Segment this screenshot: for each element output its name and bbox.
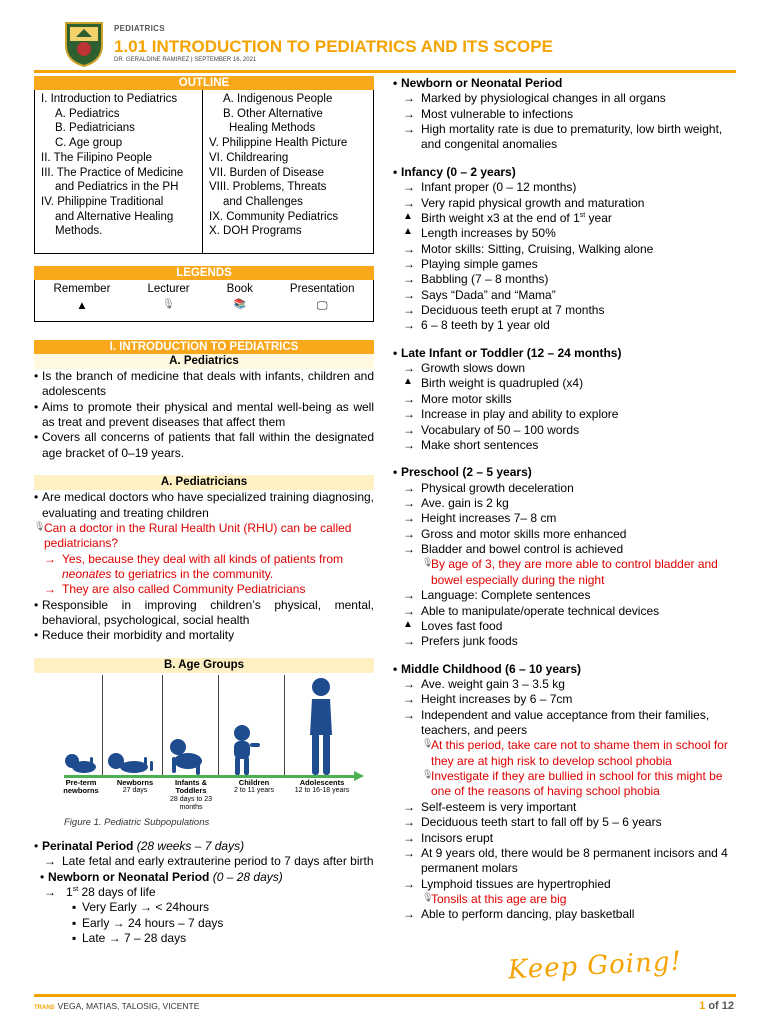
sub-item: ▪ Late → 7 – 28 days — [34, 931, 374, 946]
subsection-heading: B. Age Groups — [34, 658, 374, 673]
lecturer-note: 🎙 Can a doctor in the Rural Health Unit (RHU) can be called pediatricians? — [34, 521, 374, 552]
legend-presentation — [290, 282, 355, 321]
infant-silhouette — [166, 739, 206, 775]
outline-item: and Pediatrics in the PH — [55, 181, 179, 194]
outline-item: X. DOH Programs — [209, 225, 302, 238]
arrow-item: → Late fetal and early extrauterine period to 7 days after birth — [34, 854, 374, 869]
list-item: • Is the branch of medicine that deals with infants, children and adolescents — [34, 369, 374, 400]
legend-label: Lecturer — [147, 283, 190, 295]
footer-rule — [34, 994, 736, 997]
outline-item: V. Philippine Health Picture — [209, 137, 348, 150]
outline-item: and Alternative Healing — [55, 210, 174, 223]
arrow-item: → 6 – 8 teeth by 1 year old — [393, 318, 743, 333]
arrow-item: → Very rapid physical growth and maturation — [393, 196, 743, 211]
arrow-item: → High mortality rate is due to prematurity, low birth weight, and congenital anomalies — [393, 122, 743, 153]
arrow-item: → Self-esteem is very important — [393, 800, 743, 815]
list-item: • Responsible in improving children’s physical, mental, behavioral, psychological, social health — [34, 598, 374, 629]
outline-item: A. Pediatrics — [55, 107, 120, 120]
arrow-item: → At 9 years old, there would be 8 permanent incisors and 4 permanent molars — [393, 846, 743, 877]
middle-childhood-section — [393, 662, 743, 677]
arrow-item: → Prefers junk foods — [393, 634, 743, 649]
pediatricians-list-2 — [34, 598, 374, 644]
warning-triangle-icon: ▲ — [76, 299, 88, 312]
arrow-item: → Able to manipulate/operate technical devices — [393, 604, 743, 619]
outline-item: VIII. Problems, Threats — [209, 181, 327, 194]
author-date: DR. GERALDINE RAMIREZ | SEPTEMBER 16, 2021 — [114, 57, 257, 63]
figure-label: Pre-term newborns — [63, 777, 99, 796]
preschool-section — [393, 465, 743, 480]
list-item: • Perinatal Period (28 weeks – 7 days) — [34, 839, 374, 854]
section-title: • Late Infant or Toddler (12 – 24 months) — [393, 346, 743, 361]
left-column — [34, 76, 374, 946]
list-item: • Covers all concerns of patients that fall within the designated age bracket of 0–19 years. — [34, 430, 374, 461]
adolescent-silhouette — [306, 677, 336, 775]
microphone-icon: 🎙 — [162, 298, 175, 310]
page-number: 1 of 12 — [699, 1000, 734, 1012]
remember-item: ▲ Loves fast food — [393, 619, 743, 634]
outline-item: IV. Philippine Traditional — [41, 196, 164, 209]
university-seal-logo — [62, 19, 106, 67]
preterm-silhouette — [64, 753, 98, 775]
lecturer-note: 🎙 Tonsils at this age are big — [393, 892, 743, 907]
pediatricians-list — [34, 490, 374, 521]
legend-remember — [54, 282, 111, 321]
subject-label: PEDIATRICS — [114, 24, 165, 33]
outline-item: A. Indigenous People — [223, 93, 333, 105]
arrow-item: → Lymphoid tissues are hypertrophied — [393, 877, 743, 892]
remember-item: ▲ Birth weight x3 at the end of 1st year — [393, 211, 743, 226]
arrow-item: → Infant proper (0 – 12 months) — [393, 180, 743, 195]
outline-item: VII. Burden of Disease — [209, 166, 325, 179]
outline-item: B. Other Alternative — [223, 107, 323, 120]
arrow-item: → Height increases 7– 8 cm — [393, 511, 743, 526]
header-rule — [34, 70, 736, 73]
arrow-item: → Bladder and bowel control is achieved — [393, 542, 743, 557]
arrow-item: → Says “Dada” and “Mama” — [393, 288, 743, 303]
section-title: • Infancy (0 – 2 years) — [393, 165, 743, 180]
figure-divider — [102, 675, 103, 775]
arrow-item: → Gross and motor skills more enhanced — [393, 527, 743, 542]
arrow-item: → Motor skills: Sitting, Cruising, Walking alone — [393, 242, 743, 257]
section-title: • Preschool (2 – 5 years) — [393, 465, 743, 480]
figure-caption: Figure 1. Pediatric Subpopulations — [64, 816, 210, 828]
legend-label: Presentation — [289, 283, 355, 295]
child-silhouette — [226, 725, 262, 775]
list-item: • Aims to promote their physical and mental well-being as well as treat and prevent diseases that affect them — [34, 400, 374, 431]
arrow-item: → Language: Complete sentences — [393, 588, 743, 603]
monitor-icon: 🖵 — [316, 299, 328, 312]
arrow-item: → Incisors erupt — [393, 831, 743, 846]
infancy-section — [393, 165, 743, 180]
figure-label: Newborns 27 days — [116, 777, 154, 795]
remember-item: ▲ Length increases by 50% — [393, 226, 743, 241]
outline-item: VI. Childrearing — [209, 151, 289, 164]
lecturer-note: 🎙 At this period, take care not to shame them in school for they are at high risk to develop school phobia — [393, 738, 743, 769]
outline-item: II. The Filipino People — [41, 151, 153, 164]
legend-label: Book — [226, 283, 253, 295]
sub-item: ▪ Early → 24 hours – 7 days — [34, 916, 374, 931]
arrow-item: → Most vulnerable to infections — [393, 107, 743, 122]
arrow-item: → Height increases by 6 – 7cm — [393, 692, 743, 707]
outline-item: III. The Practice of Medicine — [41, 166, 184, 179]
right-column — [393, 76, 743, 923]
note-answer: → They are also called Community Pediatricians — [34, 582, 374, 597]
outline-item: C. Age group — [55, 137, 123, 150]
arrow-item: → More motor skills — [393, 392, 743, 407]
perinatal-list — [34, 839, 374, 854]
outline-item: and Challenges — [223, 196, 303, 209]
transcribers: TRANS VEGA, MATIAS, TALOSIG, VICENTE — [34, 1001, 200, 1011]
list-item: • Reduce their morbidity and mortality — [34, 628, 374, 643]
legend-label: Remember — [53, 283, 111, 295]
note-answer: → Yes, because they deal with all kinds of patients from neonates to geriatrics in the community. — [34, 552, 374, 583]
figure-divider — [162, 675, 163, 775]
figure-divider — [284, 675, 285, 775]
arrow-item: → Ave. weight gain 3 – 3.5 kg — [393, 677, 743, 692]
newborn-silhouette — [106, 751, 156, 775]
arrow-item: → Increase in play and ability to explore — [393, 407, 743, 422]
figure-label: Children 2 to 11 years — [234, 777, 274, 795]
list-item: • Are medical doctors who have specialized training diagnosing, evaluating and treating children — [34, 490, 374, 521]
outline-item: Healing Methods — [229, 122, 316, 135]
age-groups-figure — [58, 675, 378, 823]
page-header — [62, 17, 722, 71]
list-item: • Newborn or Neonatal Period (0 – 28 days) — [40, 870, 374, 885]
figure-divider — [218, 675, 219, 775]
legend-lecturer — [147, 282, 189, 321]
outline-item: IX. Community Pediatrics — [209, 210, 339, 223]
legend-book — [227, 282, 253, 321]
arrowhead-icon — [354, 771, 364, 781]
arrow-item: → Ave. gain is 2 kg — [393, 496, 743, 511]
legends-heading: LEGENDS — [34, 266, 374, 280]
arrow-item: → Deciduous teeth start to fall off by 5 – 6 years — [393, 815, 743, 830]
arrow-item: → Marked by physiological changes in all organs — [393, 91, 743, 106]
section-title: • Middle Childhood (6 – 10 years) — [393, 662, 743, 677]
arrow-item: → Physical growth deceleration — [393, 481, 743, 496]
outline-item: B. Pediatricians — [55, 122, 135, 135]
subsection-heading: A. Pediatricians — [34, 475, 374, 490]
outline-item: Methods. — [55, 225, 103, 238]
figure-label: Adolescents 12 to 16-18 years — [294, 777, 350, 795]
pediatrics-list — [34, 369, 374, 461]
book-stack-icon: 📚 — [233, 298, 246, 310]
lecturer-note: 🎙 By age of 3, they are more able to control bladder and bowel especially during the night — [393, 557, 743, 588]
outline-column-2 — [203, 90, 373, 253]
outline-table — [34, 90, 374, 254]
arrow-item: → Babbling (7 – 8 months) — [393, 272, 743, 287]
arrow-item: → Vocabulary of 50 – 100 words — [393, 423, 743, 438]
legends-table — [34, 280, 374, 322]
lecturer-note: 🎙 Investigate if they are bullied in school for this might be one of the reasons of having school phobia — [393, 769, 743, 800]
arrow-item: → Able to perform dancing, play basketball — [393, 907, 743, 922]
neonatal-section — [393, 76, 743, 91]
outline-heading: OUTLINE — [34, 76, 374, 90]
arrow-item: → Independent and value acceptance from their families, teachers, and peers — [393, 708, 743, 739]
toddler-section — [393, 346, 743, 361]
remember-item: ▲ Birth weight is quadrupled (x4) — [393, 376, 743, 391]
keep-going-handwriting: Keep Going! — [507, 946, 683, 986]
arrow-item: → Deciduous teeth erupt at 7 months — [393, 303, 743, 318]
subsection-heading: A. Pediatrics — [34, 354, 374, 369]
outline-item: I. Introduction to Pediatrics — [41, 93, 178, 105]
figure-label: Infants & Toddlers 28 days to 23 months — [169, 777, 213, 812]
section-title: • Newborn or Neonatal Period — [393, 76, 743, 91]
arrow-item: → Make short sentences — [393, 438, 743, 453]
sub-item: ▪ Very Early → < 24hours — [34, 900, 374, 915]
page-title: 1.01 INTRODUCTION TO PEDIATRICS AND ITS SCOPE — [114, 37, 553, 56]
arrow-item: → Playing simple games — [393, 257, 743, 272]
neonatal-list — [34, 870, 374, 885]
arrow-item: → 1st 28 days of life — [34, 885, 374, 900]
section-heading: I. INTRODUCTION TO PEDIATRICS — [34, 340, 374, 354]
outline-column-1 — [35, 90, 203, 253]
arrow-item: → Growth slows down — [393, 361, 743, 376]
